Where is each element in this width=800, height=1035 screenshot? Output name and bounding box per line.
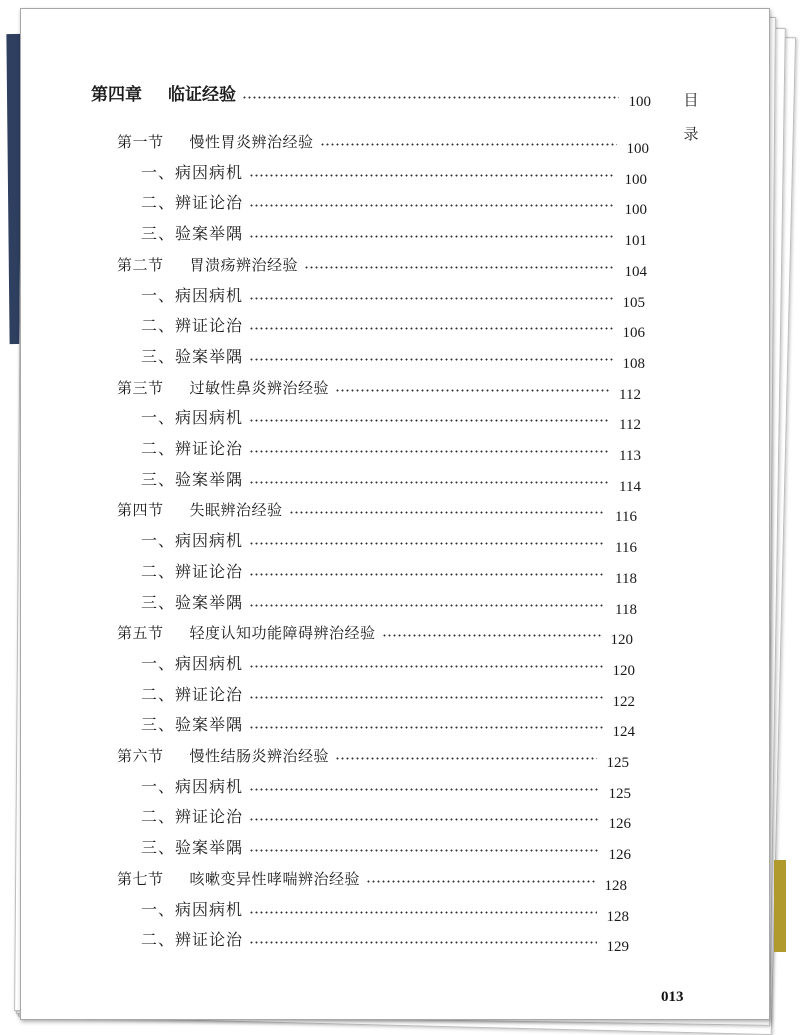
subsection-label: 一、病因病机 bbox=[141, 531, 244, 551]
subsection-label: 一、病因病机 bbox=[141, 285, 244, 305]
subsection-page: 122 bbox=[612, 693, 635, 710]
subsection-entry[interactable] bbox=[141, 832, 631, 864]
subsection-entry[interactable] bbox=[141, 218, 647, 250]
section-number: 第五节 bbox=[117, 624, 164, 643]
subsection-page: 116 bbox=[615, 540, 637, 557]
dot-leader bbox=[249, 204, 615, 207]
section-label bbox=[117, 377, 335, 398]
subsection-entry[interactable] bbox=[141, 464, 641, 495]
section-label bbox=[117, 499, 289, 520]
subsection-entry[interactable] bbox=[141, 801, 631, 833]
subsection-label: 二、辨证论治 bbox=[141, 316, 244, 336]
section-number: 第七节 bbox=[117, 869, 164, 888]
subsection-label: 三、验案举隅 bbox=[141, 346, 244, 366]
dot-leader bbox=[242, 96, 619, 99]
subsection-label: 三、验案举隅 bbox=[141, 469, 244, 489]
subsection-page: 113 bbox=[619, 448, 641, 464]
subsection-page: 124 bbox=[612, 724, 635, 741]
section-page: 120 bbox=[610, 632, 633, 649]
section-page: 112 bbox=[619, 386, 641, 403]
section-number: 第四节 bbox=[117, 501, 164, 520]
dot-leader bbox=[249, 818, 599, 821]
subsection-page: 100 bbox=[624, 171, 647, 188]
subsection-label: 一、病因病机 bbox=[141, 776, 244, 796]
dot-leader bbox=[335, 757, 597, 760]
dot-leader bbox=[249, 450, 609, 453]
dot-leader bbox=[304, 266, 615, 269]
section-title: 失眠辨治经验 bbox=[189, 501, 283, 520]
subsection-page: 125 bbox=[608, 785, 631, 802]
dot-leader bbox=[382, 634, 601, 637]
chapter-title: 临证经验 bbox=[168, 85, 236, 105]
section-entry[interactable] bbox=[117, 617, 633, 649]
dot-leader bbox=[249, 573, 605, 576]
subsection-page: 101 bbox=[624, 233, 647, 250]
subsection-entry[interactable] bbox=[141, 433, 641, 464]
subsection-entry[interactable] bbox=[141, 924, 629, 956]
subsection-label: 一、病因病机 bbox=[141, 899, 244, 919]
subsection-entry[interactable] bbox=[141, 771, 631, 802]
section-title: 胃溃疡辨治经验 bbox=[189, 255, 299, 274]
subsection-label: 二、辨证论治 bbox=[141, 439, 244, 458]
subsection-page: 105 bbox=[622, 294, 645, 311]
section-number: 第三节 bbox=[117, 378, 164, 397]
dot-leader bbox=[366, 880, 595, 883]
subsection-page: 126 bbox=[608, 816, 631, 833]
subsection-label: 三、验案举隅 bbox=[141, 838, 244, 858]
subsection-entry[interactable] bbox=[141, 679, 635, 710]
subsection-page: 114 bbox=[619, 478, 641, 495]
subsection-page: 106 bbox=[622, 325, 645, 342]
section-entry[interactable] bbox=[117, 126, 649, 157]
page-number: 013 bbox=[661, 989, 684, 1005]
dot-leader bbox=[249, 358, 613, 361]
section-title: 过敏性鼻炎辨治经验 bbox=[189, 378, 330, 397]
subsection-page: 120 bbox=[612, 662, 635, 679]
subsection-entry[interactable] bbox=[141, 157, 647, 188]
book-cover-edge-gold bbox=[774, 860, 786, 952]
subsection-entry[interactable] bbox=[141, 280, 645, 311]
subsection-entry[interactable] bbox=[141, 556, 637, 587]
subsection-label: 一、病因病机 bbox=[141, 162, 244, 182]
subsection-entry[interactable] bbox=[141, 648, 635, 679]
subsection-page: 128 bbox=[606, 908, 629, 925]
dot-leader bbox=[249, 665, 603, 668]
dot-leader bbox=[249, 941, 597, 944]
toc-page bbox=[20, 8, 770, 1020]
dot-leader bbox=[249, 604, 605, 607]
section-entry[interactable] bbox=[117, 372, 641, 403]
section-title: 慢性结肠炎辨治经验 bbox=[189, 747, 330, 765]
section-label bbox=[117, 745, 335, 766]
section-page: 100 bbox=[626, 141, 649, 157]
section-number: 第二节 bbox=[117, 255, 164, 274]
section-entry[interactable] bbox=[117, 249, 647, 280]
dot-leader bbox=[249, 327, 613, 330]
section-page: 128 bbox=[604, 877, 627, 894]
section-page: 116 bbox=[615, 509, 637, 526]
chapter-number: 第四章 bbox=[91, 85, 142, 105]
section-title: 轻度认知功能障碍辨治经验 bbox=[189, 624, 376, 643]
subsection-entry[interactable] bbox=[141, 709, 635, 741]
section-label bbox=[117, 131, 320, 152]
section-entry[interactable] bbox=[117, 494, 637, 526]
section-number: 第一节 bbox=[117, 133, 164, 151]
subsection-page: 118 bbox=[615, 601, 637, 618]
section-entry[interactable] bbox=[117, 863, 627, 894]
section-page: 104 bbox=[624, 263, 647, 280]
chapter-page: 100 bbox=[628, 94, 651, 110]
subsection-label: 二、辨证论治 bbox=[141, 561, 244, 581]
subsection-entry[interactable] bbox=[141, 894, 629, 925]
subsection-page: 100 bbox=[624, 202, 647, 219]
dot-leader bbox=[249, 911, 597, 914]
dot-leader bbox=[289, 511, 605, 514]
side-title: 目录 bbox=[683, 91, 699, 143]
dot-leader bbox=[249, 297, 613, 300]
dot-leader bbox=[249, 174, 615, 177]
dot-leader bbox=[249, 481, 609, 484]
dot-leader bbox=[249, 235, 615, 238]
subsection-label: 二、辨证论治 bbox=[141, 930, 244, 950]
subsection-page: 126 bbox=[608, 847, 631, 864]
dot-leader bbox=[249, 542, 605, 545]
dot-leader bbox=[249, 788, 599, 791]
subsection-entry[interactable] bbox=[141, 525, 637, 557]
subsection-entry[interactable] bbox=[141, 310, 645, 342]
section-page: 125 bbox=[606, 755, 629, 771]
dot-leader bbox=[335, 389, 609, 392]
section-entry[interactable] bbox=[117, 740, 629, 771]
section-label bbox=[117, 254, 304, 275]
subsection-label: 一、病因病机 bbox=[141, 408, 244, 428]
dot-leader bbox=[249, 726, 603, 729]
dot-leader bbox=[249, 419, 609, 422]
subsection-entry[interactable] bbox=[141, 341, 645, 372]
subsection-label: 二、辨证论治 bbox=[141, 193, 244, 213]
subsection-entry[interactable] bbox=[141, 187, 647, 219]
dot-leader bbox=[249, 849, 599, 852]
subsection-page: 108 bbox=[622, 355, 645, 372]
subsection-page: 112 bbox=[619, 417, 641, 434]
subsection-label: 二、辨证论治 bbox=[141, 684, 244, 704]
dot-leader bbox=[320, 143, 617, 146]
section-number: 第六节 bbox=[117, 747, 164, 765]
subsection-label: 三、验案举隅 bbox=[141, 592, 244, 612]
section-title: 慢性胃炎辨治经验 bbox=[189, 133, 314, 151]
subsection-label: 三、验案举隅 bbox=[141, 224, 244, 244]
subsection-entry[interactable] bbox=[141, 402, 641, 434]
dot-leader bbox=[249, 696, 603, 699]
section-label bbox=[117, 622, 382, 643]
section-label bbox=[117, 868, 366, 889]
subsection-page: 129 bbox=[606, 939, 629, 956]
subsection-page: 118 bbox=[615, 570, 637, 587]
chapter-entry[interactable] bbox=[91, 79, 651, 110]
subsection-label: 二、辨证论治 bbox=[141, 807, 244, 827]
subsection-entry[interactable] bbox=[141, 587, 637, 618]
section-title: 咳嗽变异性哮喘辨治经验 bbox=[189, 869, 361, 888]
chapter-label bbox=[91, 80, 242, 105]
subsection-label: 一、病因病机 bbox=[141, 653, 244, 673]
subsection-label: 三、验案举隅 bbox=[141, 715, 244, 735]
